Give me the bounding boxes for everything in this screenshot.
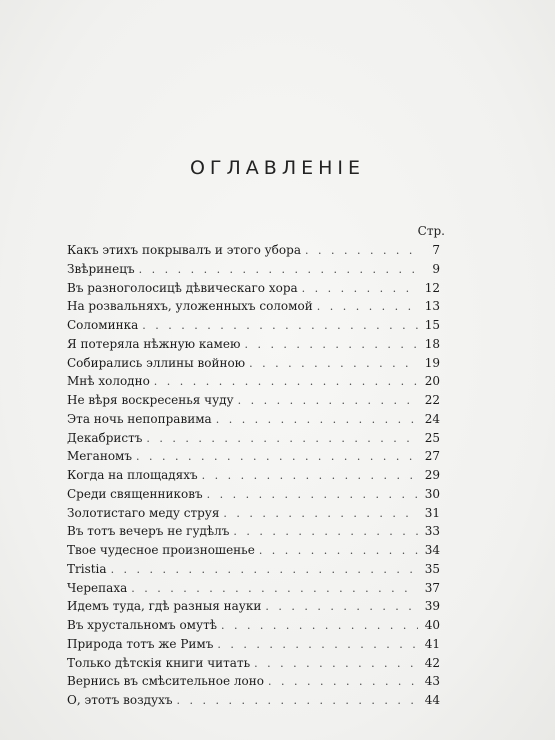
toc-entry-title: Идемъ туда, гдѣ разныя науки	[67, 599, 262, 614]
toc-entry-title: О, этотъ воздухъ	[67, 693, 173, 707]
toc-entry-page: 13	[424, 299, 440, 314]
toc-entry	[67, 597, 440, 616]
toc-entry-page: 25	[424, 430, 440, 445]
leader-dots	[207, 486, 418, 505]
toc-entry	[67, 241, 440, 260]
toc-entry-page: 27	[424, 449, 440, 464]
toc-entry	[67, 316, 440, 335]
leader-dots	[142, 317, 418, 336]
leader-dots	[146, 430, 418, 449]
toc-entry	[67, 372, 440, 391]
toc-entry-title: Я потеряла нѣжную камею	[67, 336, 241, 351]
leader-dots	[217, 636, 418, 655]
toc-entry	[67, 541, 440, 560]
leader-dots	[254, 655, 418, 674]
toc-entry-title: Эта ночь непоправима	[67, 411, 212, 426]
leader-dots	[202, 467, 418, 486]
toc-entry	[67, 429, 440, 448]
toc-entry-title: Меганомъ	[67, 449, 133, 464]
toc-entry	[67, 279, 440, 298]
toc-entry-title: Въ хрустальномъ омутѣ	[67, 618, 217, 632]
toc-entry-title: Вернись въ смѣсительное лоно	[67, 674, 264, 689]
toc-entry-page: 37	[424, 580, 440, 595]
toc-entry-page: 19	[424, 355, 440, 370]
leader-dots	[216, 411, 418, 430]
toc-entry-page: 18	[424, 336, 440, 351]
leader-dots	[244, 336, 418, 355]
toc-entry-title: Въ разноголосицѣ дѣвическаго хора	[67, 280, 298, 295]
toc-entry-title: Звѣринецъ	[67, 261, 135, 276]
toc-entry	[67, 447, 440, 466]
toc-entry-page: 24	[424, 411, 440, 426]
toc-entry-title: Черепаха	[67, 580, 128, 595]
leader-dots	[154, 373, 418, 392]
toc-entry-page: 41	[424, 636, 440, 651]
leader-dots	[223, 505, 418, 524]
toc-entry-title: Среди священниковъ	[67, 486, 203, 501]
toc-entry-title: Природа тотъ же Римъ	[67, 636, 214, 651]
toc-entry	[67, 654, 440, 673]
toc-entry-title: Золотистаго меду струя	[67, 505, 220, 520]
toc-entry-title: Собирались эллины войною	[67, 355, 246, 370]
toc-entry	[67, 354, 440, 373]
toc-entry	[67, 335, 440, 354]
toc-entry-title: Только дѣтскія книги читать	[67, 655, 251, 670]
toc-entry-page: 33	[424, 524, 440, 539]
toc-entry	[67, 504, 440, 523]
toc-entry-page: 20	[424, 374, 440, 389]
leader-dots	[238, 392, 418, 411]
leader-dots	[221, 617, 418, 636]
table-of-contents	[67, 241, 440, 710]
toc-entry-page: 44	[424, 693, 440, 707]
toc-entry-title: Когда на площадяхъ	[67, 468, 198, 482]
toc-entry-page: 40	[424, 618, 440, 632]
toc-entry-page: 22	[424, 393, 440, 407]
leader-dots	[136, 448, 418, 467]
leader-dots	[268, 673, 418, 692]
toc-entry-page: 42	[424, 655, 440, 670]
toc-entry	[67, 410, 440, 429]
toc-entry	[67, 297, 440, 316]
toc-entry-title: Въ тотъ вечеръ не гудѣлъ	[67, 524, 230, 539]
toc-entry-title: Мнѣ холодно	[67, 374, 150, 389]
toc-entry-page: 34	[424, 543, 440, 557]
toc-entry-title: Tristia	[67, 561, 107, 576]
toc-entry-page: 7	[432, 243, 440, 257]
toc-entry-page: 30	[424, 486, 440, 501]
toc-entry	[67, 616, 440, 635]
leader-dots	[265, 598, 418, 617]
toc-entry-title: Соломинка	[67, 318, 139, 332]
toc-entry-page: 15	[424, 318, 440, 332]
toc-entry	[67, 691, 440, 710]
toc-entry-title: На розвальняхъ, уложенныхъ соломой	[67, 299, 313, 314]
toc-entry-page: 9	[432, 261, 440, 276]
toc-entry-title: Какъ этихъ покрывалъ и этого убора	[67, 243, 301, 257]
leader-dots	[317, 298, 418, 317]
toc-entry	[67, 485, 440, 504]
toc-entry-page: 39	[424, 599, 440, 614]
toc-entry-page: 31	[424, 505, 440, 520]
toc-entry-page: 12	[424, 280, 440, 295]
leader-dots	[139, 261, 418, 280]
page-column-label: Стр.	[417, 224, 445, 238]
leader-dots	[111, 561, 418, 580]
toc-entry	[67, 391, 440, 410]
toc-entry-title: Твое чудесное произношенье	[67, 543, 255, 557]
toc-entry	[67, 260, 440, 279]
leader-dots	[249, 355, 418, 374]
toc-entry	[67, 579, 440, 598]
toc-entry-page: 35	[424, 561, 440, 576]
leader-dots	[259, 542, 418, 561]
toc-entry	[67, 635, 440, 654]
toc-entry-title: Декабристъ	[67, 430, 143, 445]
page-title: ОГЛАВЛЕНIЕ	[189, 157, 366, 179]
toc-entry	[67, 466, 440, 485]
leader-dots	[233, 523, 418, 542]
leader-dots	[302, 280, 418, 299]
toc-entry-title: Не вѣря воскресенья чуду	[67, 393, 234, 407]
leader-dots	[131, 580, 418, 599]
leader-dots	[305, 242, 418, 261]
toc-entry	[67, 522, 440, 541]
toc-entry-page: 43	[424, 674, 440, 689]
toc-entry-page: 29	[424, 468, 440, 482]
leader-dots	[177, 692, 418, 711]
toc-entry	[67, 672, 440, 691]
toc-entry	[67, 560, 440, 579]
